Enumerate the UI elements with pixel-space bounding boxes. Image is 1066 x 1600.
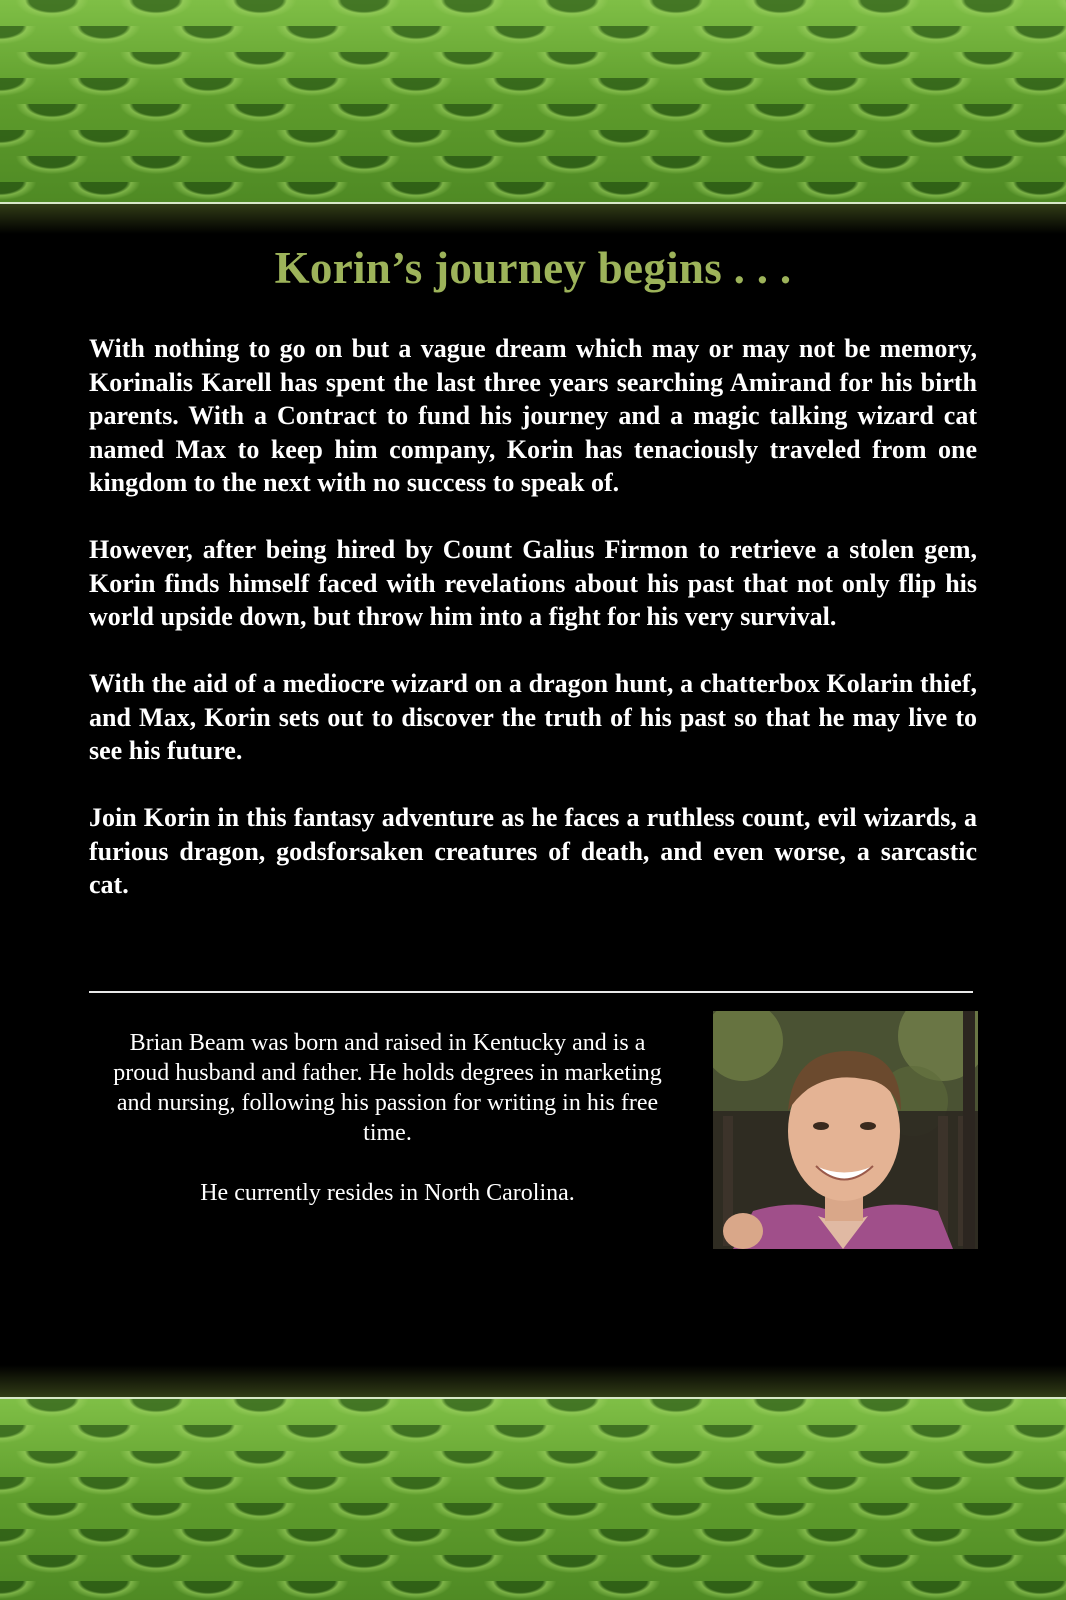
cover-title: Korin’s journey begins . . . <box>274 243 792 293</box>
blurb-paragraph: With the aid of a mediocre wizard on a dragon hunt, a chatterbox Kolarin thief, and Max, Korin sets out to discover the truth of his past so that he may live to see his future. <box>89 669 977 765</box>
dragon-scale-bottom-band <box>0 1397 1066 1600</box>
bio-paragraph: He currently resides in North Carolina. <box>200 1180 575 1206</box>
blurb-paragraph: However, after being hired by Count Galius Firmon to retrieve a stolen gem, Korin finds himself faced with revelations about his past that not only flip his world upside down, but throw him into a fight for his very survival. <box>89 535 977 631</box>
author-bio <box>110 1028 665 1208</box>
bio-paragraph: Brian Beam was born and raised in Kentucky and is a proud husband and father. He holds degrees in marketing and nursing, following his passion for writing in his free time. <box>113 1030 662 1146</box>
book-blurb <box>89 332 977 902</box>
top-band-glow <box>0 204 1066 234</box>
author-photo <box>713 1011 978 1249</box>
dragon-scale-top-band <box>0 0 1066 204</box>
section-divider <box>89 991 973 993</box>
blurb-paragraph: With nothing to go on but a vague dream which may or may not be memory, Korinalis Karell has spent the last three years searching Amirand for his birth parents. With a Contract to fund his journey and a magic talking wizard cat named Max to keep him company, Korin has tenaciously traveled from one kingdom to the next with no success to speak of. <box>89 334 977 497</box>
blurb-paragraph: Join Korin in this fantasy adventure as he faces a ruthless count, evil wizards, a furious dragon, godsforsaken creatures of death, and even worse, a sarcastic cat. <box>89 803 977 899</box>
bottom-band-glow <box>0 1365 1066 1397</box>
